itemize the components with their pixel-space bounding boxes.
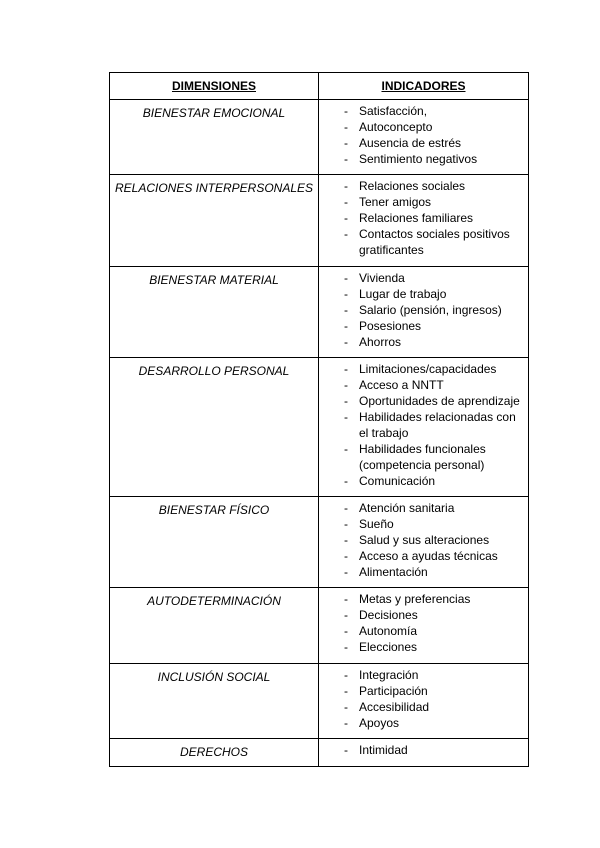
indicator-item: - Posesiones bbox=[319, 318, 525, 334]
indicator-item: - Ahorros bbox=[319, 334, 525, 350]
indicator-item: - Habilidades relacionadas con el trabajo bbox=[319, 409, 525, 441]
indicator-item: - Comunicación bbox=[319, 473, 525, 489]
indicator-list bbox=[319, 361, 525, 489]
indicators-cell bbox=[319, 497, 529, 588]
indicator-item: - Salario (pensión, ingresos) bbox=[319, 302, 525, 318]
indicator-item: - Oportunidades de aprendizaje bbox=[319, 393, 525, 409]
indicator-item: - Autonomía bbox=[319, 623, 525, 639]
indicator-item: - Elecciones bbox=[319, 639, 525, 655]
indicator-item: - Salud y sus alteraciones bbox=[319, 532, 525, 548]
indicator-list bbox=[319, 103, 525, 167]
indicator-item: - Satisfacción, bbox=[319, 103, 525, 119]
indicator-item: - Metas y preferencias bbox=[319, 591, 525, 607]
indicator-item: - Ausencia de estrés bbox=[319, 135, 525, 151]
indicator-item: - Participación bbox=[319, 683, 525, 699]
indicator-item: - Vivienda bbox=[319, 270, 525, 286]
indicator-list bbox=[319, 591, 525, 655]
indicators-cell bbox=[319, 358, 529, 497]
table-row bbox=[110, 358, 529, 497]
table-row bbox=[110, 267, 529, 358]
indicator-item: - Lugar de trabajo bbox=[319, 286, 525, 302]
indicators-cell bbox=[319, 664, 529, 739]
indicator-item: - Alimentación bbox=[319, 564, 525, 580]
indicator-list bbox=[319, 667, 525, 731]
indicator-item: - Accesibilidad bbox=[319, 699, 525, 715]
indicator-item: - Acceso a NNTT bbox=[319, 377, 525, 393]
indicator-list bbox=[319, 178, 525, 258]
indicator-list bbox=[319, 500, 525, 580]
table-body bbox=[110, 100, 529, 767]
dimensions-indicators-table bbox=[109, 72, 529, 767]
indicator-item: - Decisiones bbox=[319, 607, 525, 623]
header-indicators: INDICADORES bbox=[319, 73, 529, 100]
indicator-item: - Contactos sociales positivos gratificantes bbox=[319, 226, 525, 258]
indicators-cell bbox=[319, 739, 529, 767]
dimension-cell: RELACIONES INTERPERSONALES bbox=[110, 175, 319, 267]
indicators-cell bbox=[319, 267, 529, 358]
indicator-item: - Habilidades funcionales (competencia personal) bbox=[319, 441, 525, 473]
indicators-cell bbox=[319, 175, 529, 267]
indicator-item: - Tener amigos bbox=[319, 194, 525, 210]
indicator-item: - Intimidad bbox=[319, 742, 525, 758]
dimension-cell: AUTODETERMINACIÓN bbox=[110, 588, 319, 664]
table-row bbox=[110, 739, 529, 767]
table-row bbox=[110, 497, 529, 588]
dimension-cell: BIENESTAR FÍSICO bbox=[110, 497, 319, 588]
dimension-cell: BIENESTAR EMOCIONAL bbox=[110, 100, 319, 175]
dimension-cell: DESARROLLO PERSONAL bbox=[110, 358, 319, 497]
indicator-item: - Integración bbox=[319, 667, 525, 683]
indicator-item: - Relaciones sociales bbox=[319, 178, 525, 194]
dimension-cell: INCLUSIÓN SOCIAL bbox=[110, 664, 319, 739]
indicator-item: - Atención sanitaria bbox=[319, 500, 525, 516]
table-row bbox=[110, 175, 529, 267]
indicators-cell bbox=[319, 588, 529, 664]
indicator-item: - Acceso a ayudas técnicas bbox=[319, 548, 525, 564]
table-row bbox=[110, 588, 529, 664]
table-header-row bbox=[110, 73, 529, 100]
table-row bbox=[110, 100, 529, 175]
indicator-item: - Sueño bbox=[319, 516, 525, 532]
indicator-item: - Sentimiento negativos bbox=[319, 151, 525, 167]
header-dimensions: DIMENSIONES bbox=[110, 73, 319, 100]
indicator-item: - Autoconcepto bbox=[319, 119, 525, 135]
indicator-list bbox=[319, 270, 525, 350]
indicator-item: - Apoyos bbox=[319, 715, 525, 731]
indicator-list bbox=[319, 742, 525, 758]
dimension-cell: BIENESTAR MATERIAL bbox=[110, 267, 319, 358]
table-row bbox=[110, 664, 529, 739]
dimension-cell: DERECHOS bbox=[110, 739, 319, 767]
indicator-item: - Limitaciones/capacidades bbox=[319, 361, 525, 377]
indicators-cell bbox=[319, 100, 529, 175]
indicator-item: - Relaciones familiares bbox=[319, 210, 525, 226]
